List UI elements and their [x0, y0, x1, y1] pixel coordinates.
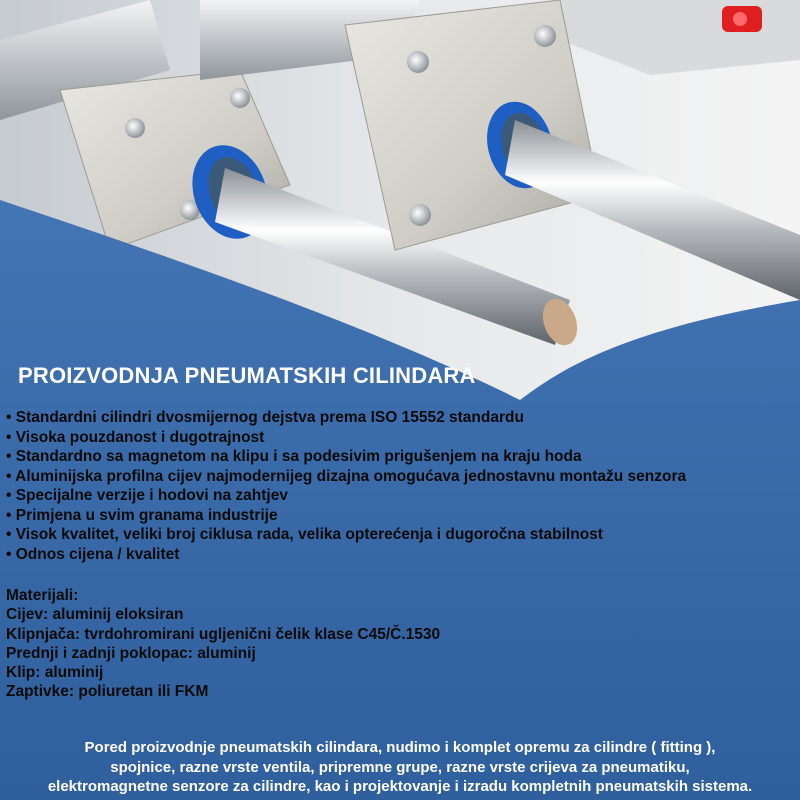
- feature-item: • Odnos cijena / kvalitet: [6, 545, 686, 565]
- feature-item: • Visoka pouzdanost i dugotrajnost: [6, 428, 686, 448]
- material-item: Prednji i zadnji poklopac: aluminij: [6, 644, 256, 662]
- footer-line: elektromagnetne senzore za cilindre, kao i projektovanje i izradu kompletnih pneumatskih sistema.: [47, 778, 753, 795]
- features-list: [6, 408, 686, 564]
- material-item: Zaptivke: poliuretan ili FKM: [6, 683, 209, 701]
- feature-item: • Standardni cilindri dvosmijernog dejstva prema ISO 15552 standardu: [6, 408, 686, 428]
- material-item: Cijev: aluminij eloksiran: [6, 606, 184, 624]
- material-item: Klip: aluminij: [6, 664, 104, 682]
- materials-heading: Materijali:: [6, 587, 79, 604]
- materials-section: [6, 586, 440, 702]
- feature-item: • Primjena u svim granama industrije: [6, 506, 686, 526]
- footer-line: Pored proizvodnje pneumatskih cilindara, nudimo i komplet opremu za cilindre ( fitting ),: [84, 739, 716, 756]
- page-title: PROIZVODNJA PNEUMATSKIH CILINDARA: [18, 363, 476, 388]
- feature-item: • Specijalne verzije i hodovi na zahtjev: [6, 486, 686, 506]
- material-item: Klipnjača: tvrdohromirani ugljenični čelik klase C45/Č.1530: [6, 625, 441, 643]
- footer-text: [0, 738, 800, 797]
- footer-line: spojnice, razne vrste ventila, pripremne grupe, razne vrste crijeva za pneumatiku,: [110, 758, 690, 776]
- feature-item: • Standardno sa magnetom na klipu i sa podesivim prigušenjem na kraju hoda: [6, 447, 686, 467]
- feature-item: • Visok kvalitet, veliki broj ciklusa rada, velika opterećenja i dugoročna stabilnost: [6, 525, 686, 545]
- feature-item: • Aluminijska profilna cijev najmodernijeg dizajna omogućava jednostavnu montažu senzora: [6, 467, 686, 487]
